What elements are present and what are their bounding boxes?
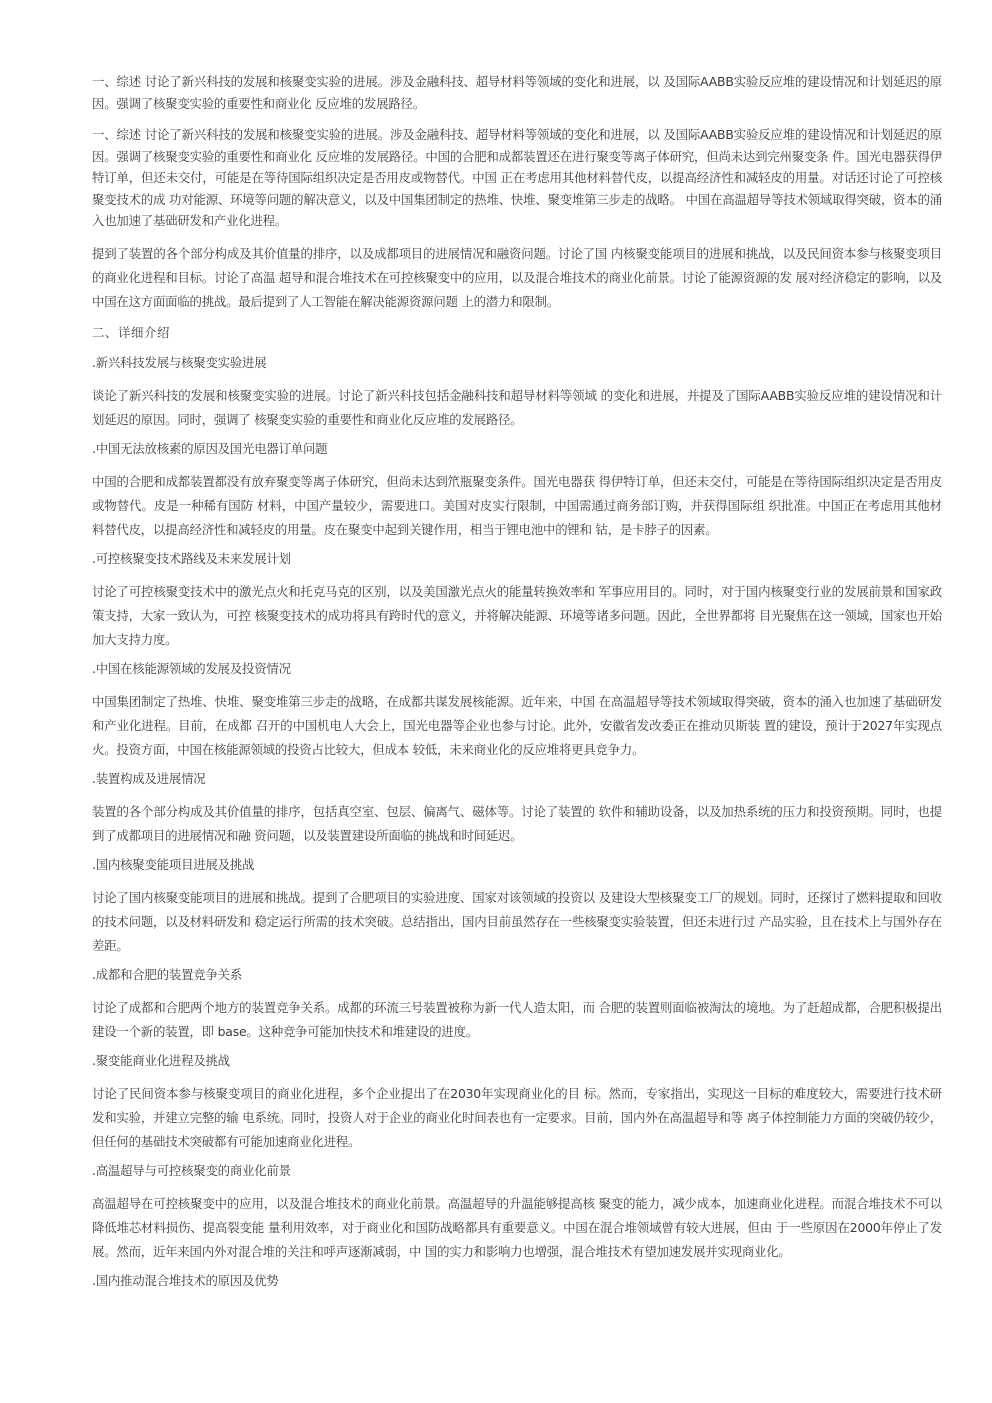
intro-paragraph-2: 一、综述 讨论了新兴科技的发展和核聚变实验的进展。涉及金融科技、超导材料等领域的变化和进展，以 及国际AABB实验反应堆的建设情况和计划延迟的原因。强调了核聚变实验的重要性和商业化 反应堆的发展路径。中国的合肥和成都装置还在进行聚变等离子体研究，但尚未达到完州聚变条 件。国光电器获得伊特订单，但还未交付，可能是在等待国际组织决定是否用皮或物替代。中国 正在考虑用其他材料替代皮，以提高经济性和减轻皮的用量。对话还讨论了可控核聚变技术的成 功对能源、环境等问题的解决意义，以及中国集团制定的热堆、快堆、聚变堆第三步走的战略。 中国在高温超导等技术领域取得突破，资本的涌入也加速了基础研发和产业化进程。	[92, 127, 942, 228]
section-body: 高温超导在可控核聚变中的应用，以及混合堆技术的商业化前景。高温超导的升温能够提高核 聚变的能力，减少成本，加速商业化进程。而混合堆技术不可以降低堆芯材料损伤、提高裂变能 量利用效率，对于商业化和国防战略都具有重要意义。中国在混合堆领域曾有较大进展，但由 于一些原因在2000年停止了发展。然而，近年来国内外对混合堆的关注和呼声逐渐减弱，中 国的实力和影响力也增强，混合堆技术有望加速发展并实现商业化。	[92, 1195, 942, 1259]
section-heading: .高温超导与可控核聚变的商业化前景	[92, 1162, 291, 1178]
section-body: 讨论了民间资本参与核聚变项目的商业化进程，多个企业提出了在2030年实现商业化的目 标。然而，专家指出，实现这一目标的难度较大，需要进行技术研发和实验，并建立完整的输 电系统。同时，投资人对于企业的商业化时间表也有一定要求。目前，国内外在高温超导和等 离子体控制能力方面的突破仍较少，但任何的基础技术突破都有可能加速商业化进程。	[92, 1085, 942, 1149]
section-body: 中国集团制定了热堆、快堆、聚变堆第三步走的战略，在成都共谋发展核能源。近年来，中国 在高温超导等技术领域取得突破，资本的涌入也加速了基础研发和产业化进程。目前，在成都 召开的中国机电人大会上，国光电器等企业也参与讨论。此外，安徽省发改委正在推动贝斯装 置的建设，预计于2027年实现点火。投资方面，中国在核能源领域的投资占比较大，但成本 较低，未来商业化的反应堆将更具竞争力。	[92, 693, 942, 757]
section-heading: .可控核聚变技术路线及未来发展计划	[92, 550, 291, 566]
intro-paragraph-1: 一、综述 讨论了新兴科技的发展和核聚变实验的进展。涉及金融科技、超导材料等领域的变化和进展，以 及国际AABB实验反应堆的建设情况和计划延迟的原因。强调了核聚变实验的重要性和商业化 反应堆的发展路径。	[92, 74, 942, 111]
section-body: 谈论了新兴科技的发展和核聚变实验的进展。讨论了新兴科技包括金融科技和超导材料等领域 的变化和进展，并提及了国际AABB实验反应堆的建设情况和计划延迟的原因。同时，强调了 核聚变实验的重要性和商业化反应堆的发展路径。	[92, 387, 942, 427]
section-body: 讨论了成都和合肥两个地方的装置竞争关系。成都的环流三号装置被称为新一代人造太阳，而 合肥的装置则面临被淘汰的境地。为了赶超成都，合肥积极提出建设一个新的装置，即 base。这种竞争可能加快技术和堆建设的进度。	[92, 999, 942, 1039]
section-body: 装置的各个部分构成及其价值量的排序，包括真空室、包层、偏离气、磁体等。讨论了装置的 软件和辅助设备，以及加热系统的压力和投资预期。同时，也提到了成都项目的进展情况和融 资问题，以及装置建设所面临的挑战和时间延迟。	[92, 803, 942, 843]
document-content	[92, 71, 942, 1292]
section-body: 中国的合肥和成都装置都没有放弃聚变等离子体研究，但尚未达到笊瓶聚变条件。国光电器获 得伊特订单，但还未交付，可能是在等待国际组织决定是否用皮或物替代。皮是一种稀有国防 材料，中国产量较少，需要进口。美国对皮实行限制，中国需通过商务部订购，并获得国际组 织批准。中国正在考虑用其他材 料替代皮，以提高经济性和减轻皮的用量。皮在聚变中起到关键作用，相当于锂电池中的锂和 钴，是卡脖子的因素。	[92, 473, 942, 537]
section-heading: .装置构成及进展情况	[92, 770, 206, 786]
section-heading: .新兴科技发展与核聚变实验进展	[92, 354, 267, 370]
section-body: 讨论了国内核聚变能项目的进展和挑战。提到了合肥项目的实验进度、国家对该领域的投资以 及建设大型核聚变工厂的规划。同时，还探讨了燃料提取和回收的技术问题，以及材料研发和 稳定运行所需的技术突破。总结指出，国内目前虽然存在一些核聚变实验装置，但还未进行过 产品实验，且在技术上与国外存在差距。	[92, 889, 942, 953]
section-heading: .国内核聚变能项目进展及挑战	[92, 856, 255, 872]
detail-section-title: 二、详细介绍	[92, 324, 170, 340]
section-heading: .聚变能商业化进程及挑战	[92, 1052, 230, 1068]
section-heading: .成都和合肥的装置竞争关系	[92, 966, 243, 982]
section-heading: .中国在核能源领域的发展及投资情况	[92, 660, 291, 676]
section-body: 讨论了可控核聚变技术中的激光点火和托克马克的区别，以及美国激光点火的能量转换效率和 军事应用目的。同时，对于国内核聚变行业的发展前景和国家政策支持，大家一致认为，可控 核聚变技术的成功将具有跨时代的意义，并将解决能源、环境等诸多问题。因此，全世界都将 目光聚焦在这一领域，国家也开始加大支持力度。	[92, 583, 942, 647]
section-heading: .国内推动混合堆技术的原因及优势	[92, 1272, 279, 1288]
section-heading: .中国无法放核素的原因及国光电器订单问题	[92, 440, 328, 456]
intro-paragraph-3: 提到了装置的各个部分构成及其价值量的排序，以及成都项目的进展情况和融资问题。讨论了国 内核聚变能项目的进展和挑战，以及民间资本参与核聚变项目的商业化进程和目标。讨论了高温 超导和混合堆技术在可控核聚变中的应用，以及混合堆技术的商业化前景。讨论了能源资源的发 展对经济稳定的影响，以及中国在这方面面临的挑战。最后提到了人工智能在解决能源资源问题 上的潜力和限制。	[92, 245, 942, 309]
